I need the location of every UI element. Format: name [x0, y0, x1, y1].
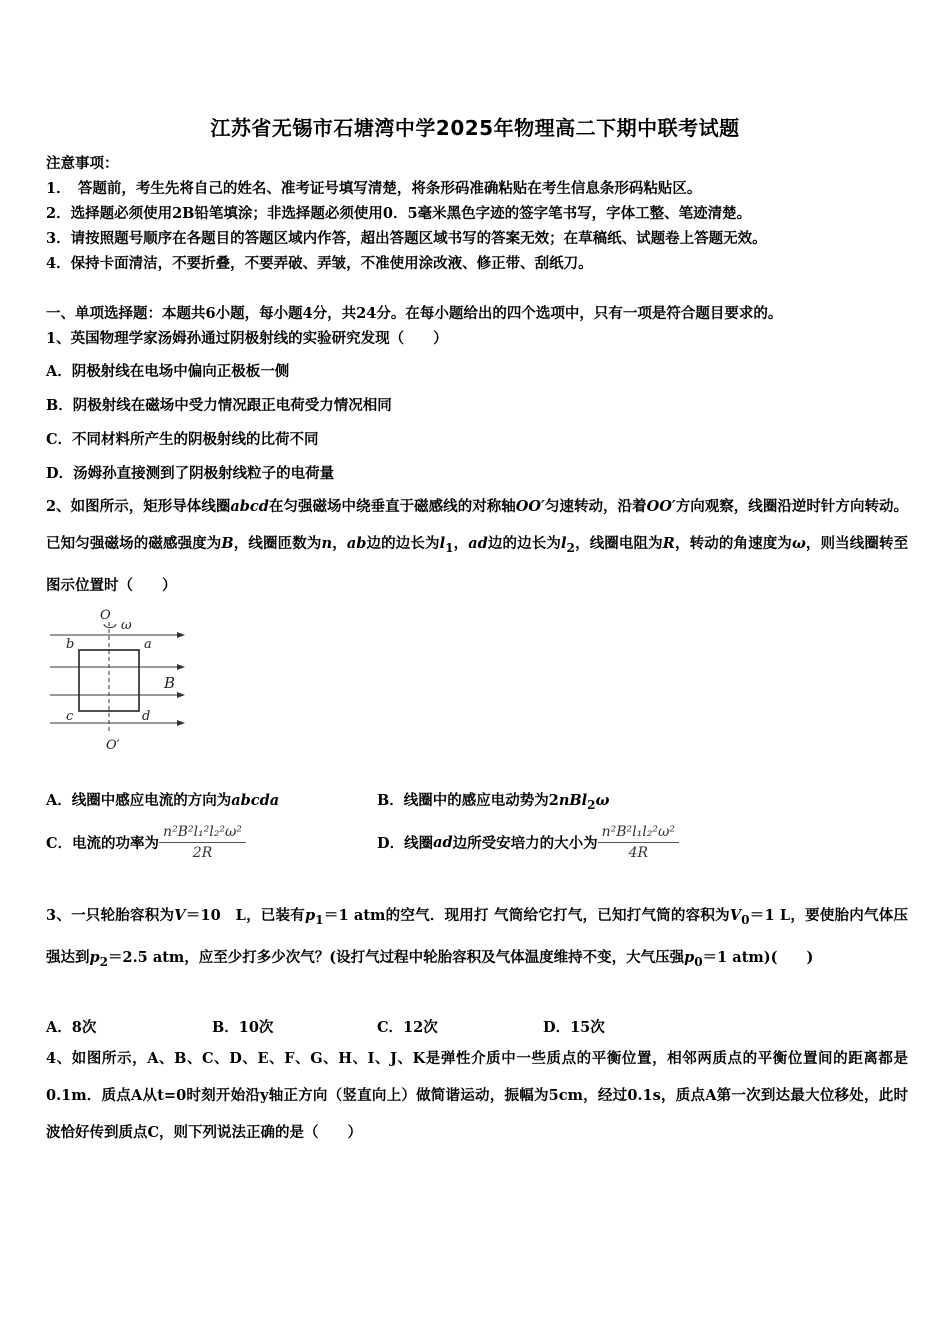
q2-option-b	[377, 789, 609, 812]
text-run: 2、如图所示，矩形导体线圈	[46, 498, 231, 515]
text-run: D．线圈	[377, 835, 434, 852]
q3-option-a: A．8次	[46, 1019, 97, 1036]
text-run: ，	[332, 535, 347, 552]
fraction-numerator: n²B²l₁²l₂²ω²	[159, 824, 246, 843]
text-run: nBl	[558, 792, 588, 809]
text-run: B	[221, 535, 234, 552]
text-run: ω	[595, 792, 610, 809]
fraction-denominator: 2R	[192, 845, 213, 861]
text-run: ，线圈匝数为	[233, 535, 322, 552]
text-run: ＝1 atm)( )	[702, 948, 814, 966]
text-run: p	[305, 907, 316, 924]
subscript: 0	[741, 912, 750, 927]
label-d: d	[142, 709, 151, 724]
text-run: OO′	[515, 498, 545, 515]
text-run: OO′	[646, 498, 676, 515]
text-run: 边所受安培力的大小为	[452, 835, 598, 852]
text-run: l	[561, 535, 567, 552]
text-run: ad	[433, 834, 453, 851]
text-run: n	[321, 535, 333, 552]
fraction-force	[598, 824, 679, 861]
text-run: 匀速转动，沿着	[544, 498, 647, 515]
text-run: 方向观察，线圈沿逆时针方向转动。已知匀强磁场的磁感强度为	[46, 498, 909, 552]
note-item-1: 1． 答题前，考生先将自己的姓名、准考证号填写清楚，将条形码准确粘贴在考生信息条形码粘贴区。	[46, 180, 702, 197]
note-item-4: 4．保持卡面清洁，不要折叠，不要弄破、弄皱，不准使用涂改液、修正带、刮纸刀。	[46, 255, 593, 272]
notes-heading: 注意事项：	[46, 155, 119, 172]
text-run: ，	[453, 535, 469, 552]
text-run: ad	[468, 535, 488, 552]
text-run: ＝2.5 atm，应至少打多少次气？(设打气过程中轮胎容积及气体温度维持不变，大气压强	[108, 948, 685, 966]
text-run: ω	[791, 535, 806, 552]
fraction-numerator: n²B²l₁l₂²ω²	[598, 824, 679, 843]
label-c: c	[66, 709, 74, 724]
fraction-power	[159, 824, 246, 861]
subscript: 2	[566, 540, 575, 555]
text-run: R	[662, 535, 675, 552]
text-run: ，转动的角速度为	[674, 535, 792, 552]
q1-option-c: C．不同材料所产生的阴极射线的比荷不同	[46, 431, 319, 448]
text-run: ＝1 atm的空气．现用打 气筒给它打气，已知打气筒的容积为	[323, 907, 730, 924]
coil-figure	[46, 600, 196, 755]
q2-option-a	[46, 789, 279, 810]
subscript: 2	[587, 797, 596, 812]
fraction-denominator: 4R	[628, 845, 649, 861]
q1-option-b: B．阴极射线在磁场中受力情况跟正电荷受力情况相同	[46, 397, 392, 414]
text-run: abcd	[230, 498, 269, 515]
text-run: V	[174, 907, 186, 924]
text-run: 边的边长为	[487, 535, 562, 552]
text-run: p	[89, 948, 100, 966]
note-item-3: 3．请按照题号顺序在各题目的答题区域内作答，超出答题区域书写的答案无效；在草稿纸、试题卷上答题无效。	[46, 230, 767, 247]
q1-option-a: A．阴极射线在电场中偏向正极板一侧	[46, 363, 290, 380]
text-run: abcda	[231, 792, 280, 809]
subscript: 0	[694, 954, 703, 969]
subscript: 2	[99, 954, 109, 969]
q3-stem	[46, 897, 908, 981]
text-run: A．线圈中感应电流的方向为	[46, 792, 232, 809]
q3-option-b: B．10次	[212, 1019, 274, 1036]
text-run: B．线圈中的感应电动势为2	[377, 792, 559, 809]
text-run: ＝1 L，要使胎内气体压强达到	[46, 907, 908, 966]
text-run: 边的边长为	[366, 535, 440, 552]
subscript: 1	[315, 912, 324, 927]
text-run: p	[684, 948, 695, 966]
text-run: 3、一只轮胎容积为	[46, 907, 175, 924]
text-run: C．电流的功率为	[46, 835, 160, 852]
label-B: B	[164, 674, 176, 692]
page-title: 江苏省无锡市石塘湾中学2025年物理高二下期中联考试题	[210, 116, 740, 140]
subscript: 1	[445, 540, 454, 555]
q1-stem: 1、英国物理学家汤姆孙通过阴极射线的实验研究发现（ ）	[46, 330, 448, 347]
rotation-arrow-icon	[104, 624, 116, 628]
q2-stem	[46, 488, 908, 604]
q3-option-d: D．15次	[543, 1019, 605, 1036]
note-item-2: 2．选择题必须使用2B铅笔填涂；非选择题必须使用0．5毫米黑色字迹的签字笔书写，字体工整、笔迹清楚。	[46, 205, 752, 222]
label-b: b	[66, 637, 75, 652]
text-run: ab	[346, 535, 367, 552]
text-run: ＝10 L，已装有	[185, 907, 306, 924]
section-heading: 一、单项选择题：本题共6小题，每小题4分，共24分。在每小题给出的四个选项中，只有一项是符合题目要求的。	[46, 305, 783, 322]
text-run: 在匀强磁场中绕垂直于磁感线的对称轴	[268, 498, 516, 515]
label-a: a	[144, 637, 152, 652]
label-O-prime: O′	[106, 738, 120, 753]
text-run: ，则当线圈转至图示位置时（ ）	[46, 535, 909, 594]
text-run: l	[439, 535, 446, 552]
q2-option-c	[46, 824, 246, 861]
q1-option-d: D．汤姆孙直接测到了阴极射线粒子的电荷量	[46, 465, 335, 482]
text-run: V	[729, 907, 742, 924]
label-omega: ω	[121, 618, 132, 633]
q4-stem: 4、如图所示，A、B、C、D、E、F、G、H、I、J、K是弹性介质中一些质点的平衡位置，相邻两质点的平衡位置间的距离都是0.1m．质点A从t=0时刻开始沿y轴正方向（竖直向上）做简谐运动，振幅为5cm，经过0.1s，质点A第一次到达最大位移处，此时波恰好传到质点C，则下列说法正确的是（ ）	[46, 1050, 908, 1141]
text-run: ，线圈电阻为	[574, 535, 663, 552]
q3-option-c: C．12次	[377, 1019, 438, 1036]
label-O: O	[100, 608, 111, 623]
q2-option-d	[377, 824, 679, 861]
